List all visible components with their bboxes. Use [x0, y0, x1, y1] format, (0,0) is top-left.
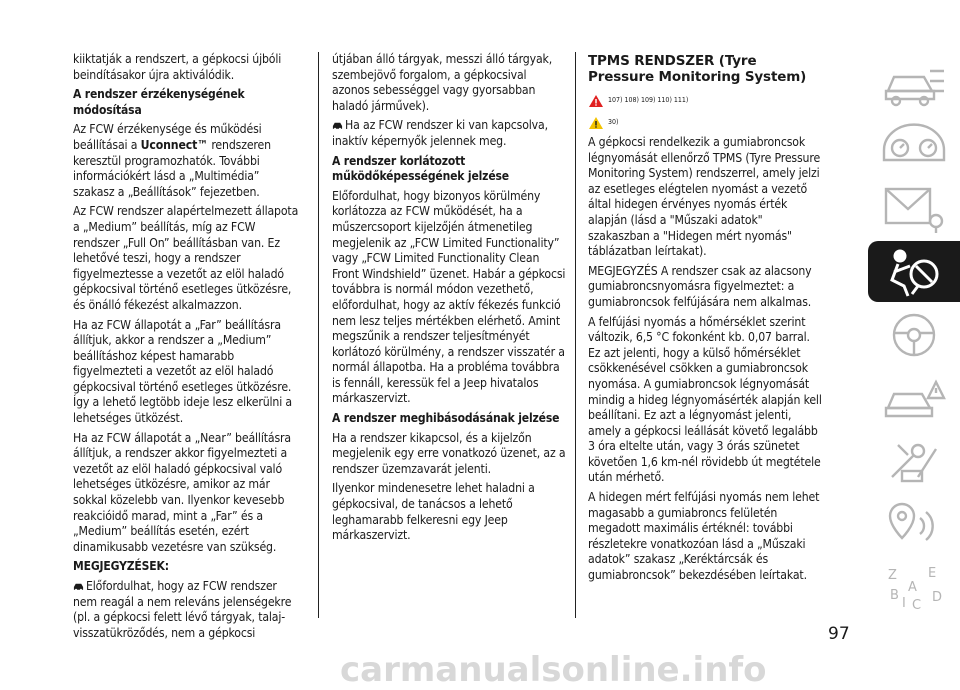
paragraph: kiiktatják a rendszert, a gépkocsi újbóli beindításakor újra aktiválódik. [73, 52, 282, 82]
tab-emergency[interactable] [868, 367, 960, 428]
navigation-audio-icon [878, 498, 950, 550]
paragraph: Ha a rendszer kikapcsol, és a kijelzőn megjelenik egy erre vonatkozó üzenet, az a rendszer üzemzavarát jelenti. [332, 430, 566, 476]
car-icon [332, 121, 343, 130]
warning-reference-row [588, 91, 824, 111]
text-column-3 [588, 52, 824, 588]
watermark: carmanualsonline.info [340, 650, 767, 690]
paragraph: Ha az FCW állapotát a „Near” beállításra állítjuk, a rendszer akkor figyelmezteti a vezetőt az elöl haladó gépkocsival való lehetséges ütközésre, amikor az már sokkal közelebb van. Ilyenkor kevesebb reakcióidő marad, mint a „Far” és a „Medium” beállítás esetén, ezért dinamikusabb vezetésre van szükség. [73, 430, 291, 554]
breakdown-icon [878, 372, 950, 424]
index-letter: D [932, 589, 943, 605]
warning-triangle-icon [588, 94, 604, 108]
paragraph: MEGJEGYZÉS A rendszer csak az alacsony gumiabroncsnyomásra figyelmeztet: a gumiabroncsok felfújására nem alkalmas. [588, 263, 812, 309]
chapter-index-sidebar [854, 52, 960, 618]
text-column-1 [73, 52, 303, 645]
warning-references: 107) 108) 109) 110) 111) [608, 96, 689, 105]
paragraph: Előfordulhat, hogy bizonyos körülmény korlátozza az FCW működését, ha a műszercsoport kijelzőjén átmenetileg megjelenik az „FCW Limited Functionality” vagy „FCW Limited Functionality Clean Front Windshield” üzenet. Habár a gépkocsi továbbra is normál módon vezethető, előfordulhat, hogy az aktív fékezés funkció nem lesz teljes mértékben elérhető. Amint megszűnik a rendszer teljesítményét korlátozó körülmény, a rendszer visszatér a normál állapotba. Ha a probléma továbbra is fennáll, keressük fel a Jeep hivatalos márkaszervizt. [332, 188, 566, 406]
paragraph: Az FCW érzékenysége és működési beállításai a Uconnect™ rendszeren keresztül programozhatók. További információkért lásd a „Multimédia” szakasz a „Beállítások” fejezetben. [73, 122, 271, 199]
index-letter: Z [888, 567, 897, 583]
paragraph: A felfújási nyomás a hőmérséklet szerint változik, 6,5 °C fokonként kb. 0,07 barral. Ez azt jelenti, hogy a külső hőmérséklet csökkenésével csökken a gumiabroncsok nyomása. A gumiabroncsok légnyomását mindig a hideg légnyomásérték alapján kell beállítani. Ez azt a légnyomást jelenti, amely a gépkocsi leállását követő legalább 3 óra eltelte után, vagy 3 órás szünetet követően 1,6 km-nél rövidebb út megtétele után mérhető. [588, 314, 822, 485]
tab-dashboard[interactable] [868, 115, 960, 176]
index-letter: I [902, 595, 906, 611]
safety-airbag-icon [878, 246, 950, 298]
tab-keys-doors[interactable] [868, 178, 960, 239]
index-letter: B [890, 587, 899, 603]
tab-servicing[interactable] [868, 430, 960, 491]
paragraph: Ha az FCW állapotát a „Far” beállításra állítjuk, akkor a rendszer a „Medium” beállításhoz képest hamarabb figyelmezteti a vezetőt az elöl haladó gépkocsival történő esetleges ütközésre. Így a lehető legtöbb ideje lesz elkerülni a lehetséges ütközést. [73, 317, 292, 426]
notes-heading: MEGJEGYZÉSEK: [73, 559, 169, 574]
index-letter: A [908, 579, 917, 595]
caution-references: 30) [608, 118, 619, 127]
paragraph: Ilyenkor mindenesetre lehet haladni a gépkocsival, de tanácsos a lehető leghamarabb felkeresni egy Jeep márkaszervizt. [332, 481, 535, 543]
tab-car-overview[interactable] [868, 52, 960, 113]
service-tools-icon [878, 435, 950, 487]
tab-starting-driving[interactable] [868, 304, 960, 365]
index-letter: C [912, 597, 922, 613]
paragraph: A gépkocsi rendelkezik a gumiabroncsok légnyomását ellenőrző TPMS (Tyre Pressure Monitoring System) rendszerrel, amely jelzi az esetleges elégtelen nyomást a vezető által hidegen érvényes nyomás érték alapján (lásd a "Műszaki adatok" szakaszban a "Hidegen mért nyomás" táblázatban leírtakat). [588, 135, 821, 259]
caution-triangle-icon [588, 116, 604, 130]
section-heading: A rendszer érzékenységének módosítása [73, 87, 245, 117]
page-section-title: TPMS RENDSZER (Tyre Pressure Monitoring System) [588, 53, 807, 85]
index-letters-icon [878, 561, 950, 613]
car-icon [73, 582, 84, 591]
tab-safety[interactable] [868, 241, 960, 302]
paragraph: Ha az FCW rendszer ki van kapcsolva, inaktív képernyők jelennek meg. [332, 118, 548, 148]
car-overview-icon [878, 57, 950, 109]
tab-multimedia[interactable] [868, 493, 960, 554]
column-divider [318, 52, 319, 618]
tab-index[interactable] [868, 556, 960, 617]
steering-wheel-icon [878, 309, 950, 361]
caution-reference-row [588, 113, 824, 133]
mail-key-icon [878, 183, 950, 235]
text-column-2 [332, 52, 566, 548]
paragraph: útjában álló tárgyak, messzi álló tárgyak, szembejövő forgalom, a gépkocsival azonos sebességgel vagy gyorsabban haladó járművek). [332, 52, 553, 113]
paragraph: Az FCW rendszer alapértelmezett állapota a „Medium” beállítás, míg az FCW rendszer „Full On” beállításban van. Ez lehetővé teszi, hogy a rendszer figyelmeztesse a vezetőt az elöl haladó gépkocsival történő esetleges ütközésre, és önálló fékezést alkalmazzon. [73, 204, 299, 312]
paragraph: A hidegen mért felfújási nyomás nem lehet magasabb a gumiabroncs felületén megadott maximális értéknél: további részletekre vonatkozóan lásd a „Műszaki adatok” szakasz „Keréktárcsák és gumiabroncsok” bekezdésében leírtakat. [588, 490, 820, 583]
index-letter: E [928, 565, 937, 581]
section-heading: A rendszer korlátozott működőképességének jelzése [332, 153, 509, 184]
section-heading: A rendszer meghibásodásának jelzése [332, 411, 560, 426]
paragraph: Előfordulhat, hogy az FCW rendszer nem reagál a nem releváns jelenségekre (pl. a gépkocsi felett lévő tárgyak, talaj-visszatükröződés, nem a gépkocsi [73, 579, 292, 640]
dashboard-icon [878, 120, 950, 172]
column-divider [575, 52, 576, 618]
page-number: 97 [828, 624, 850, 644]
